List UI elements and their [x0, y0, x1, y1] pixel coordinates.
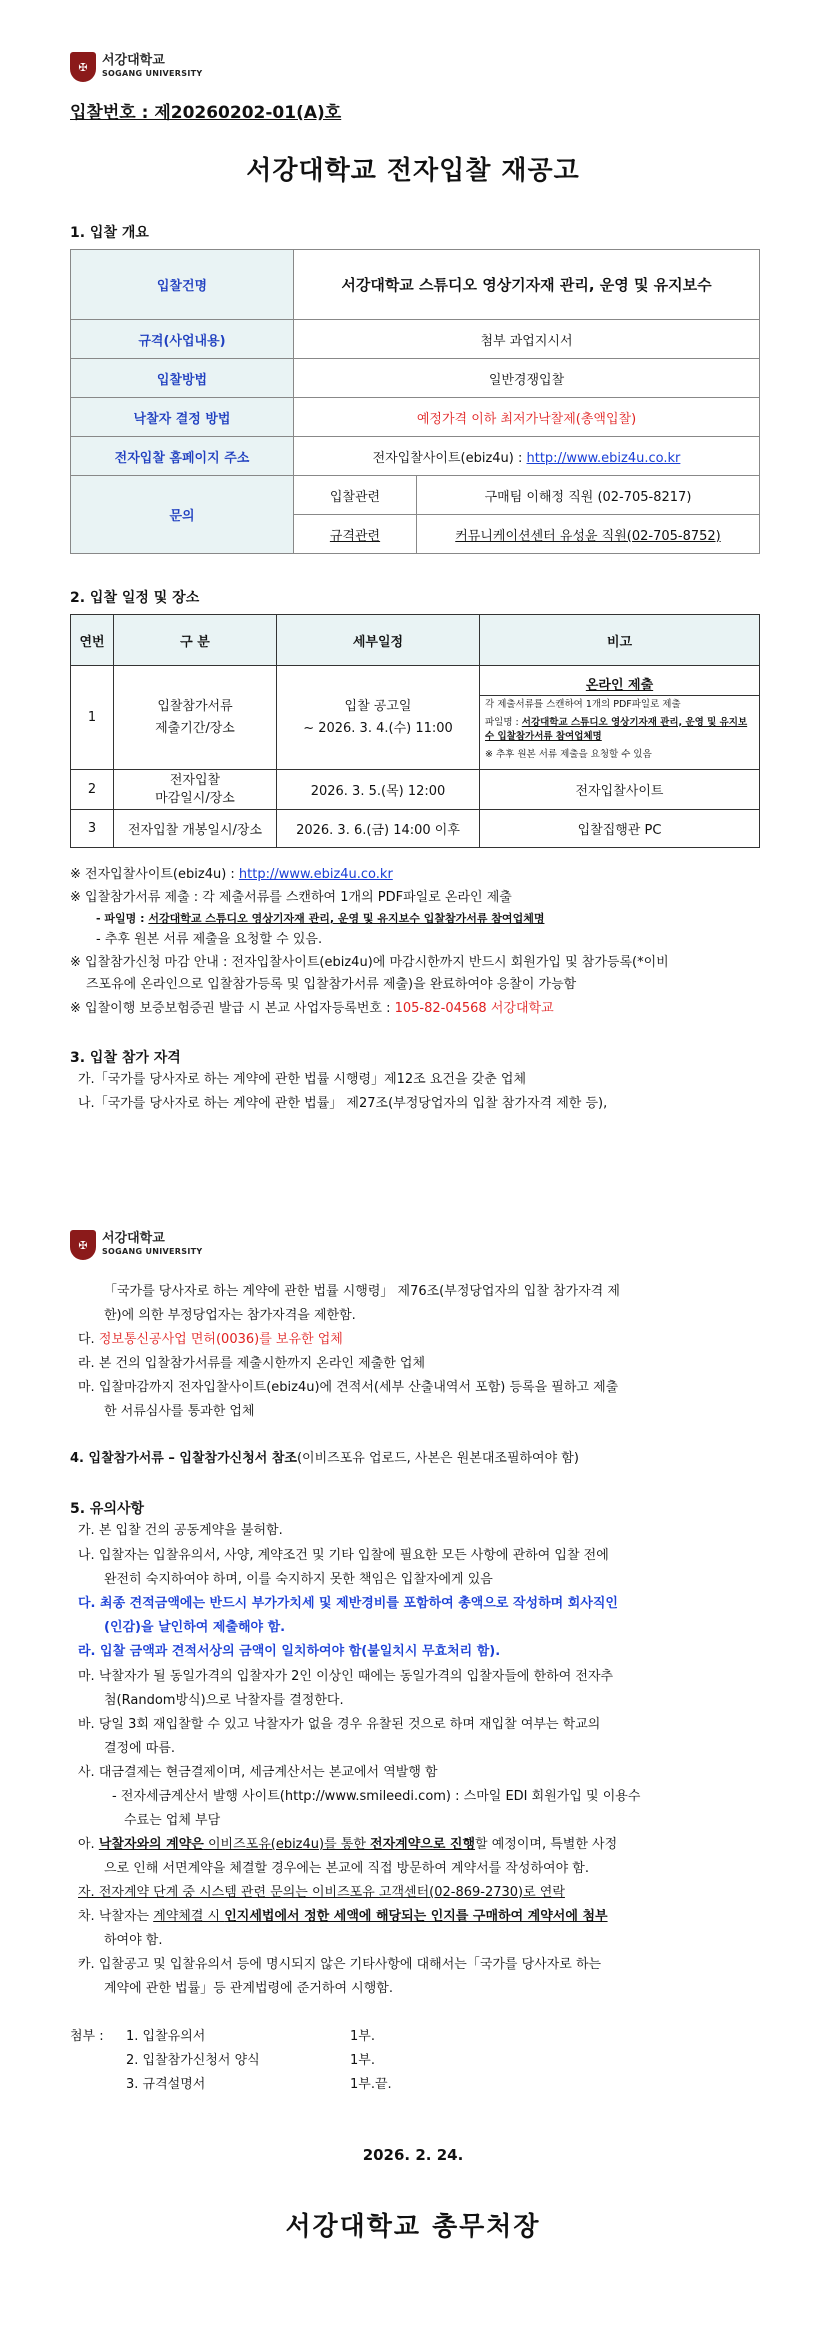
- section3-heading: 3. 입찰 참가 자격: [70, 1050, 181, 1066]
- qual-e-2: 한 서류심사를 통과한 업체: [104, 1404, 255, 1419]
- note-line-3: ※ 추후 원본 서류 제출을 요청할 수 있음: [485, 748, 652, 760]
- attachment-1: 1. 입찰유의서: [126, 2029, 206, 2044]
- label-contact: 문의: [71, 476, 294, 554]
- notice-h-bold2: 전자계약으로 진행: [370, 1837, 476, 1852]
- row-note: 입찰집행관 PC: [480, 810, 760, 848]
- contact-type-bid: 입찰관련: [294, 476, 417, 515]
- note-line-2: [480, 714, 759, 746]
- university-seal-icon: ✠: [70, 52, 96, 82]
- notice-k-1: 카. 입찰공고 및 입찰유의서 등에 명시되지 않은 기타사항에 대해서는「국가를 당사자로 하는: [78, 1957, 602, 1972]
- notice-e-2: 첨(Random방식)으로 낙찰자를 결정한다.: [104, 1693, 344, 1708]
- qual-b: 나.「국가를 당사자로 하는 계약에 관한 법률」 제27조(부정당업자의 입찰 참가자격 제한 등),: [78, 1096, 608, 1111]
- note-site-label: ※ 전자입찰사이트(ebiz4u) :: [70, 867, 239, 882]
- table-row: [71, 770, 760, 810]
- row-note: 전자입찰사이트: [480, 770, 760, 810]
- attachment-2: 2. 입찰참가신청서 양식: [126, 2053, 260, 2068]
- notice-e-1: 마. 낙찰자가 될 동일가격의 입찰자가 2인 이상인 때에는 동일가격의 입찰자들에 한하여 전자추: [78, 1669, 614, 1684]
- col-category: 구 분: [114, 615, 277, 666]
- value-homepage: [294, 437, 760, 476]
- row-note: [480, 666, 760, 770]
- note-line-1: 각 제출서류를 스캔하여 1개의 PDF파일로 제출: [485, 698, 681, 710]
- university-logo-page2: [70, 1230, 202, 1260]
- notice-f-1: 바. 당일 3회 재입찰할 수 있고 낙찰자가 없을 경우 유찰된 것으로 하며 재입찰 여부는 학교의: [78, 1717, 601, 1732]
- note-online-submit: 온라인 제출: [480, 672, 759, 696]
- note-deadline-1: ※ 입찰참가신청 마감 안내 : 전자입찰사이트(ebiz4u)에 마감시한까지 반드시 회원가입 및 참가등록(*이비: [70, 955, 669, 970]
- label-bid-name: 입찰건명: [71, 250, 294, 320]
- notice-j-1: [78, 1906, 768, 1927]
- section4-suffix: (이비즈포유 업로드, 사본은 원본대조필하여야 함): [296, 1451, 579, 1466]
- row-no: 2: [71, 770, 114, 810]
- logo-english-name: SOGANG UNIVERSITY: [102, 1247, 203, 1256]
- notice-j-prefix: 차. 낙찰자는: [78, 1909, 154, 1924]
- note-deadline-2: 즈포유에 온라인으로 입찰참가등록 및 입찰참가서류 제출)을 완료하여야 응찰이 가능함: [86, 977, 577, 992]
- notice-j-stamp: 인지세법에서 정한 세액에 해당되는 인지를 구매하여 계약서에 첨부: [224, 1909, 608, 1924]
- value-bid-name: 서강대학교 스튜디오 영상기자재 관리, 운영 및 유지보수: [294, 250, 760, 320]
- notice-h-2: 으로 인해 서면계약을 체결할 경우에는 본교에 직접 방문하여 계약서를 작성하여야 함.: [104, 1861, 589, 1876]
- col-schedule: 세부일정: [277, 615, 480, 666]
- notice-h-ebiz: 이비즈포유(ebiz4u)를 통한: [203, 1837, 371, 1852]
- qual-e-1: 마. 입찰마감까지 전자입찰사이트(ebiz4u)에 견적서(세부 산출내역서 포함) 등록을 필하고 제출: [78, 1380, 619, 1395]
- row-category: 전자입찰 개봉일시/장소: [114, 810, 277, 848]
- col-note: 비고: [480, 615, 760, 666]
- notice-g: 사. 대금결제는 현금결제이며, 세금계산서는 본교에서 역발행 함: [78, 1765, 438, 1780]
- note-site-link[interactable]: http://www.ebiz4u.co.kr: [238, 867, 393, 882]
- note-site: [70, 864, 760, 885]
- value-spec: 첨부 과업지시서: [294, 320, 760, 359]
- notice-h-tail: 할 예정이며, 특별한 사정: [475, 1837, 618, 1852]
- section5-heading: 5. 유의사항: [70, 1501, 145, 1517]
- note-filename: 서강대학교 스튜디오 영상기자재 관리, 운영 및 유지보수 입찰참가서류 참여업체명: [485, 716, 748, 742]
- notice-f-2: 결정에 따름.: [104, 1741, 176, 1756]
- note-filename-line: [70, 908, 786, 929]
- logo-korean-name: 서강대학교: [102, 53, 165, 68]
- contact-type-spec: 규격관련: [294, 515, 417, 554]
- notice-h-1: [78, 1834, 768, 1855]
- attachment-2-count: 1부.: [350, 2053, 375, 2068]
- bid-overview-table: [70, 249, 760, 554]
- attachments-label: 첨부 :: [70, 2029, 104, 2044]
- label-spec: 규격(사업내용): [71, 320, 294, 359]
- notice-g-sub-1: - 전자세금계산서 발행 사이트(http://www.smileedi.com) : 스마일 EDI 회원가입 및 이용수: [112, 1789, 641, 1804]
- notice-c-2: (인감)을 날인하여 제출해야 함.: [104, 1620, 286, 1635]
- note-filename-label: 파일명 :: [485, 716, 522, 728]
- notice-j-contract: 계약체결 시: [153, 1909, 225, 1924]
- issuer: 서강대학교 총무처장: [285, 2212, 541, 2242]
- row-schedule: 2026. 3. 5.(목) 12:00: [277, 770, 480, 810]
- logo-korean-name: 서강대학교: [102, 1231, 165, 1246]
- note-filename-value: 서강대학교 스튜디오 영상기자재 관리, 운영 및 유지보수 입찰참가서류 참여업체명: [148, 912, 545, 925]
- notice-date: 2026. 2. 24.: [362, 2146, 464, 2164]
- row-schedule: 2026. 3. 6.(금) 14:00 이후: [277, 810, 480, 848]
- university-seal-icon: ✠: [70, 1230, 96, 1260]
- row-schedule: 입찰 공고일 ~ 2026. 3. 4.(수) 11:00: [277, 666, 480, 770]
- section1-heading: 1. 입찰 개요: [70, 225, 149, 241]
- logo-english-name: SOGANG UNIVERSITY: [102, 69, 203, 78]
- notice-b-2: 완전히 숙지하여야 하며, 이를 숙지하지 못한 책임은 입찰자에게 있음: [104, 1572, 493, 1587]
- table-row: [71, 666, 760, 770]
- row-no: 3: [71, 810, 114, 848]
- notice-b-1: 나. 입찰자는 입찰유의서, 사양, 계약조건 및 기타 입찰에 필요한 모든 사항에 관하여 입찰 전에: [78, 1548, 609, 1563]
- label-bid-method: 입찰방법: [71, 359, 294, 398]
- attachment-1-count: 1부.: [350, 2029, 375, 2044]
- notice-h-bold1: 낙찰자와의 계약은: [98, 1837, 204, 1852]
- note-bizno: [70, 998, 760, 1019]
- qual-b2-1: 「국가를 당사자로 하는 계약에 관한 법률 시행령」 제76조(부정당업자의 입찰 참가자격 제: [104, 1284, 620, 1299]
- homepage-prefix: 전자입찰사이트(ebiz4u) :: [372, 450, 527, 466]
- contact-value-spec: 커뮤니케이션센터 유성윤 직원(02-705-8752): [417, 515, 760, 554]
- bid-number: 입찰번호 : 제20260202-01(A)호: [70, 103, 342, 123]
- notice-g-sub-2: 수료는 업체 부담: [124, 1813, 221, 1828]
- notice-i: 자. 전자계약 단계 중 시스템 관련 문의는 이비즈포유 고객센터(02-869-2730)로 연락: [78, 1885, 565, 1900]
- section4: [70, 1448, 760, 1469]
- note-bizno-value: 105-82-04568 서강대학교: [394, 1001, 554, 1016]
- contact-value-bid: 구매팀 이해정 직원 (02-705-8217): [417, 476, 760, 515]
- section2-heading: 2. 입찰 일정 및 장소: [70, 590, 200, 606]
- attachment-3: 3. 규격설명서: [126, 2077, 206, 2092]
- qual-c: [78, 1329, 768, 1350]
- table-row: [71, 810, 760, 848]
- qual-c-text: 정보통신공사업 면허(0036)를 보유한 업체: [98, 1332, 343, 1347]
- page-title: 서강대학교 전자입찰 재공고: [246, 156, 580, 186]
- qual-b2-2: 한)에 의한 부정당업자는 참가자격을 제한함.: [104, 1308, 356, 1323]
- note-bizno-label: ※ 입찰이행 보증보험증권 발급 시 본교 사업자등록번호 :: [70, 1001, 395, 1016]
- schedule-table: [70, 614, 760, 848]
- section4-heading: 4. 입찰참가서류 – 입찰참가신청서 참조: [70, 1451, 297, 1466]
- notice-k-2: 계약에 관한 법률」등 관계법령에 준거하여 시행함.: [104, 1981, 393, 1996]
- row-category: 입찰참가서류 제출기간/장소: [114, 666, 277, 770]
- value-bid-method: 일반경쟁입찰: [294, 359, 760, 398]
- row-no: 1: [71, 666, 114, 770]
- note-original: - 추후 원본 서류 제출을 요청할 수 있음.: [96, 932, 323, 947]
- university-logo: [70, 52, 202, 82]
- value-winner-method: 예정가격 이하 최저가낙찰제(총액입찰): [294, 398, 760, 437]
- homepage-link[interactable]: http://www.ebiz4u.co.kr: [526, 450, 681, 466]
- attachment-3-count: 1부.끝.: [350, 2077, 392, 2092]
- notice-d: 라. 입찰 금액과 견적서상의 금액이 일치하여야 함(불일치시 무효처리 함).: [78, 1644, 501, 1659]
- notice-a: 가. 본 입찰 건의 공동계약을 불허함.: [78, 1523, 283, 1538]
- col-no: 연번: [71, 615, 114, 666]
- qual-c-prefix: 다.: [78, 1332, 99, 1347]
- note-submit: ※ 입찰참가서류 제출 : 각 제출서류를 스캔하여 1개의 PDF파일로 온라인 제출: [70, 890, 512, 905]
- notice-h-prefix: 아.: [78, 1837, 99, 1852]
- note-filename-label2: - 파일명 :: [96, 912, 149, 925]
- qual-a: 가.「국가를 당사자로 하는 계약에 관한 법률 시행령」제12조 요건을 갖춘 업체: [78, 1072, 527, 1087]
- label-winner-method: 낙찰자 결정 방법: [71, 398, 294, 437]
- notice-c-1: 다. 최종 견적금액에는 반드시 부가가치세 및 제반경비를 포함하여 총액으로 작성하며 회사직인: [78, 1596, 618, 1611]
- qual-d: 라. 본 건의 입찰참가서류를 제출시한까지 온라인 제출한 업체: [78, 1356, 426, 1371]
- notice-j-2: 하여야 함.: [104, 1933, 163, 1948]
- label-homepage: 전자입찰 홈페이지 주소: [71, 437, 294, 476]
- row-category: 전자입찰 마감일시/장소: [114, 770, 277, 810]
